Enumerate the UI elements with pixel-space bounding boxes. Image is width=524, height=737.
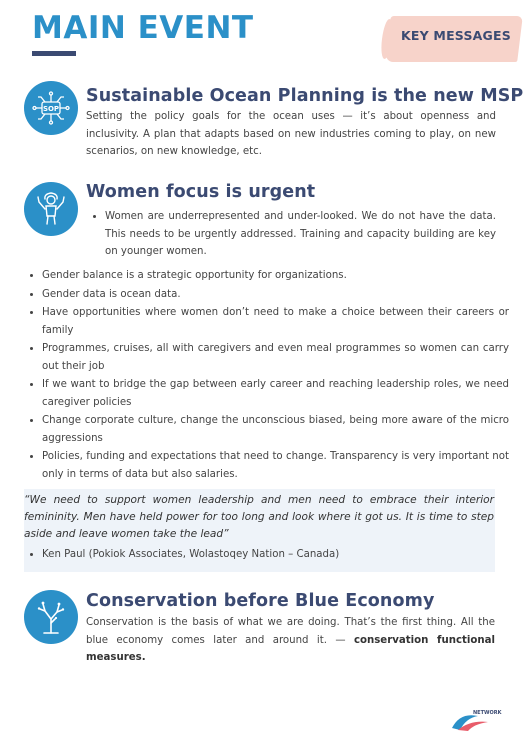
footer-logo bbox=[448, 706, 506, 732]
woman-strength-icon bbox=[24, 182, 78, 236]
women-bullets bbox=[28, 267, 509, 484]
section-title-ocean-planning: Sustainable Ocean Planning is the new MSP bbox=[86, 86, 524, 106]
conservation-text: Conservation is the basis of what we are doing. That’s the first thing. All the blue economy comes later and around it. — bbox=[86, 617, 495, 646]
coral-icon bbox=[24, 590, 78, 644]
page-title: MAIN EVENT bbox=[32, 10, 254, 46]
quote-text: “We need to support women leadership and men need to embrace their interior femininity. Men have held power for too long and look where it got us. It is time to step aside and leave women take the lead” bbox=[24, 494, 494, 541]
list-item: • Gender data is ocean data. bbox=[42, 286, 509, 304]
women-indented-bullets bbox=[91, 208, 496, 262]
sop-network-icon bbox=[24, 81, 78, 135]
list-item: • Gender balance is a strategic opportunity for organizations. bbox=[42, 267, 509, 285]
quote-attribution-list bbox=[28, 546, 482, 565]
footer-logo-text: NETWORK bbox=[473, 710, 502, 716]
list-item: • Policies, funding and expectations that need to change. Transparency is very important not only in terms of data but also salaries. bbox=[42, 448, 509, 483]
list-item: • If we want to bridge the gap between early career and reaching leadership roles, we need caregiver policies bbox=[42, 376, 509, 411]
svg-text:SOP: SOP bbox=[42, 105, 60, 113]
list-item: • Women are underrepresented and under-looked. We do not have the data. This needs to be urgently addressed. Training and capacity building are key on younger women. bbox=[105, 208, 496, 261]
section-title-women-focus: Women focus is urgent bbox=[86, 182, 316, 202]
quote-attribution: • Ken Paul (Pokiok Associates, Wolastoqey Nation – Canada) bbox=[42, 546, 482, 564]
conservation-text-strong: conservation functional measures. bbox=[86, 634, 496, 663]
key-messages-badge: KEY MESSAGES bbox=[401, 28, 511, 43]
list-item: • Programmes, cruises, all with caregivers and even meal programmes so women can carry out their job bbox=[42, 340, 509, 375]
title-underline bbox=[32, 51, 76, 56]
section-text-ocean-planning: Setting the policy goals for the ocean uses — it’s about openness and inclusivity. A plan that adapts based on new industries coming to play, on new scenarios, on new knowledge, etc. bbox=[86, 111, 496, 157]
section-title-conservation: Conservation before Blue Economy bbox=[86, 591, 435, 611]
list-item: • Change corporate culture, change the unconscious biased, being more aware of the micro aggressions bbox=[42, 412, 509, 447]
list-item: • Have opportunities where women don’t need to make a choice between their careers or family bbox=[42, 304, 509, 339]
section-text-conservation bbox=[86, 614, 495, 667]
